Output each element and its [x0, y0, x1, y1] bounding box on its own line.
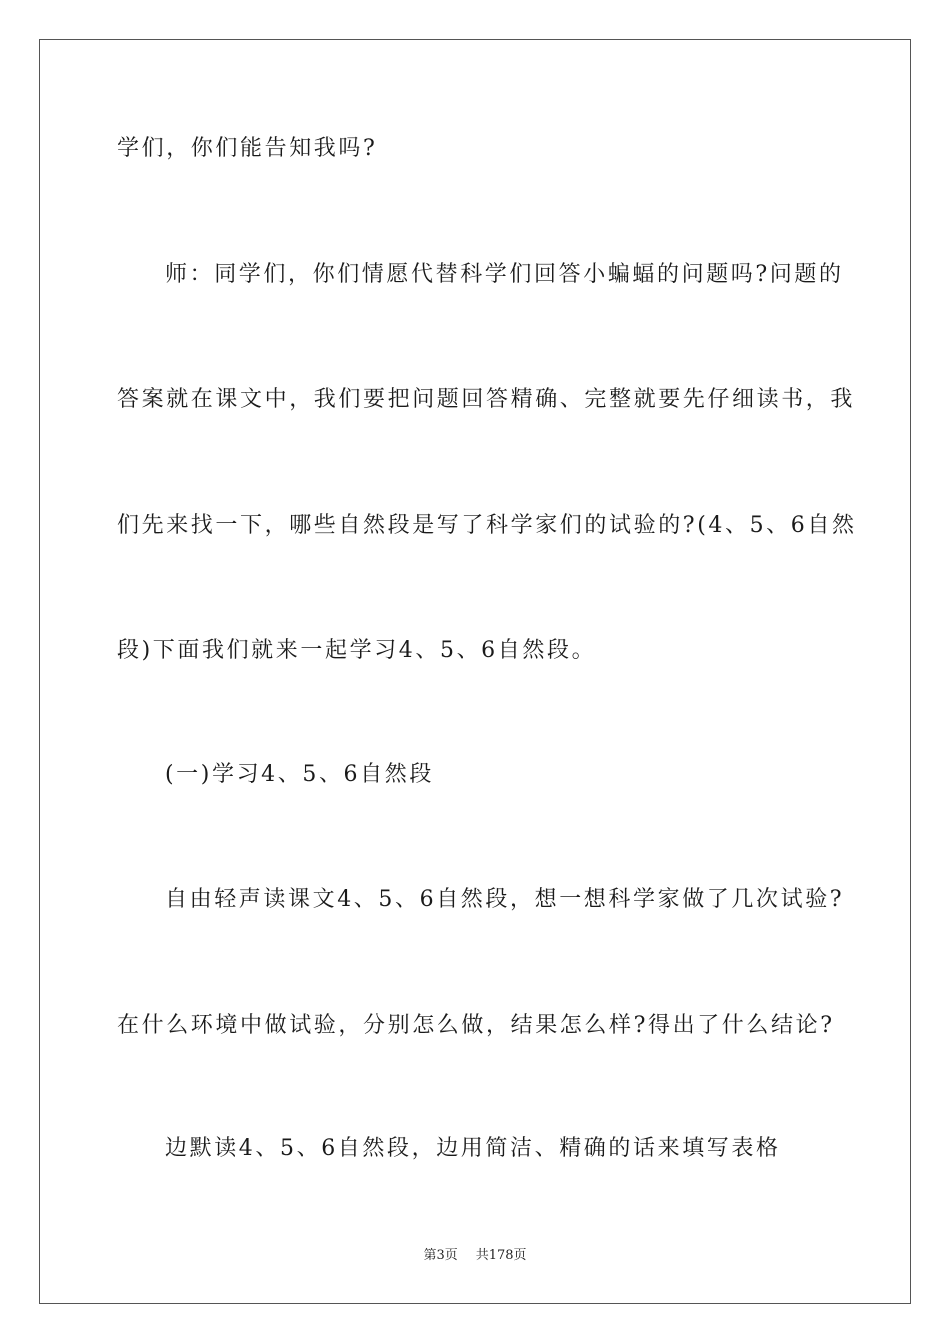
page-footer — [0, 1247, 950, 1265]
text-line: 段)下面我们就来一起学习4、5、6自然段。 — [117, 638, 597, 663]
section-heading: (一)学习4、5、6自然段 — [165, 762, 434, 787]
text-line: 自由轻声读课文4、5、6自然段，想一想科学家做了几次试验? — [165, 887, 845, 912]
text-line: 在什么环境中做试验，分别怎么做，结果怎么样?得出了什么结论? — [117, 1013, 835, 1038]
text-line: 学们，你们能告知我吗? — [117, 136, 378, 161]
text-line: 边默读4、5、6自然段，边用简洁、精确的话来填写表格 — [165, 1136, 781, 1161]
text-line: 们先来找一下，哪些自然段是写了科学家们的试验的?(4、5、6自然 — [117, 513, 857, 538]
page-number: 第3页 — [423, 1248, 458, 1263]
text-line: 答案就在课文中，我们要把问题回答精确、完整就要先仔细读书，我 — [117, 387, 856, 412]
page-total: 共178页 — [475, 1248, 527, 1263]
page-border — [39, 39, 911, 1304]
text-line: 师：同学们，你们情愿代替科学们回答小蝙蝠的问题吗?问题的 — [165, 262, 844, 287]
